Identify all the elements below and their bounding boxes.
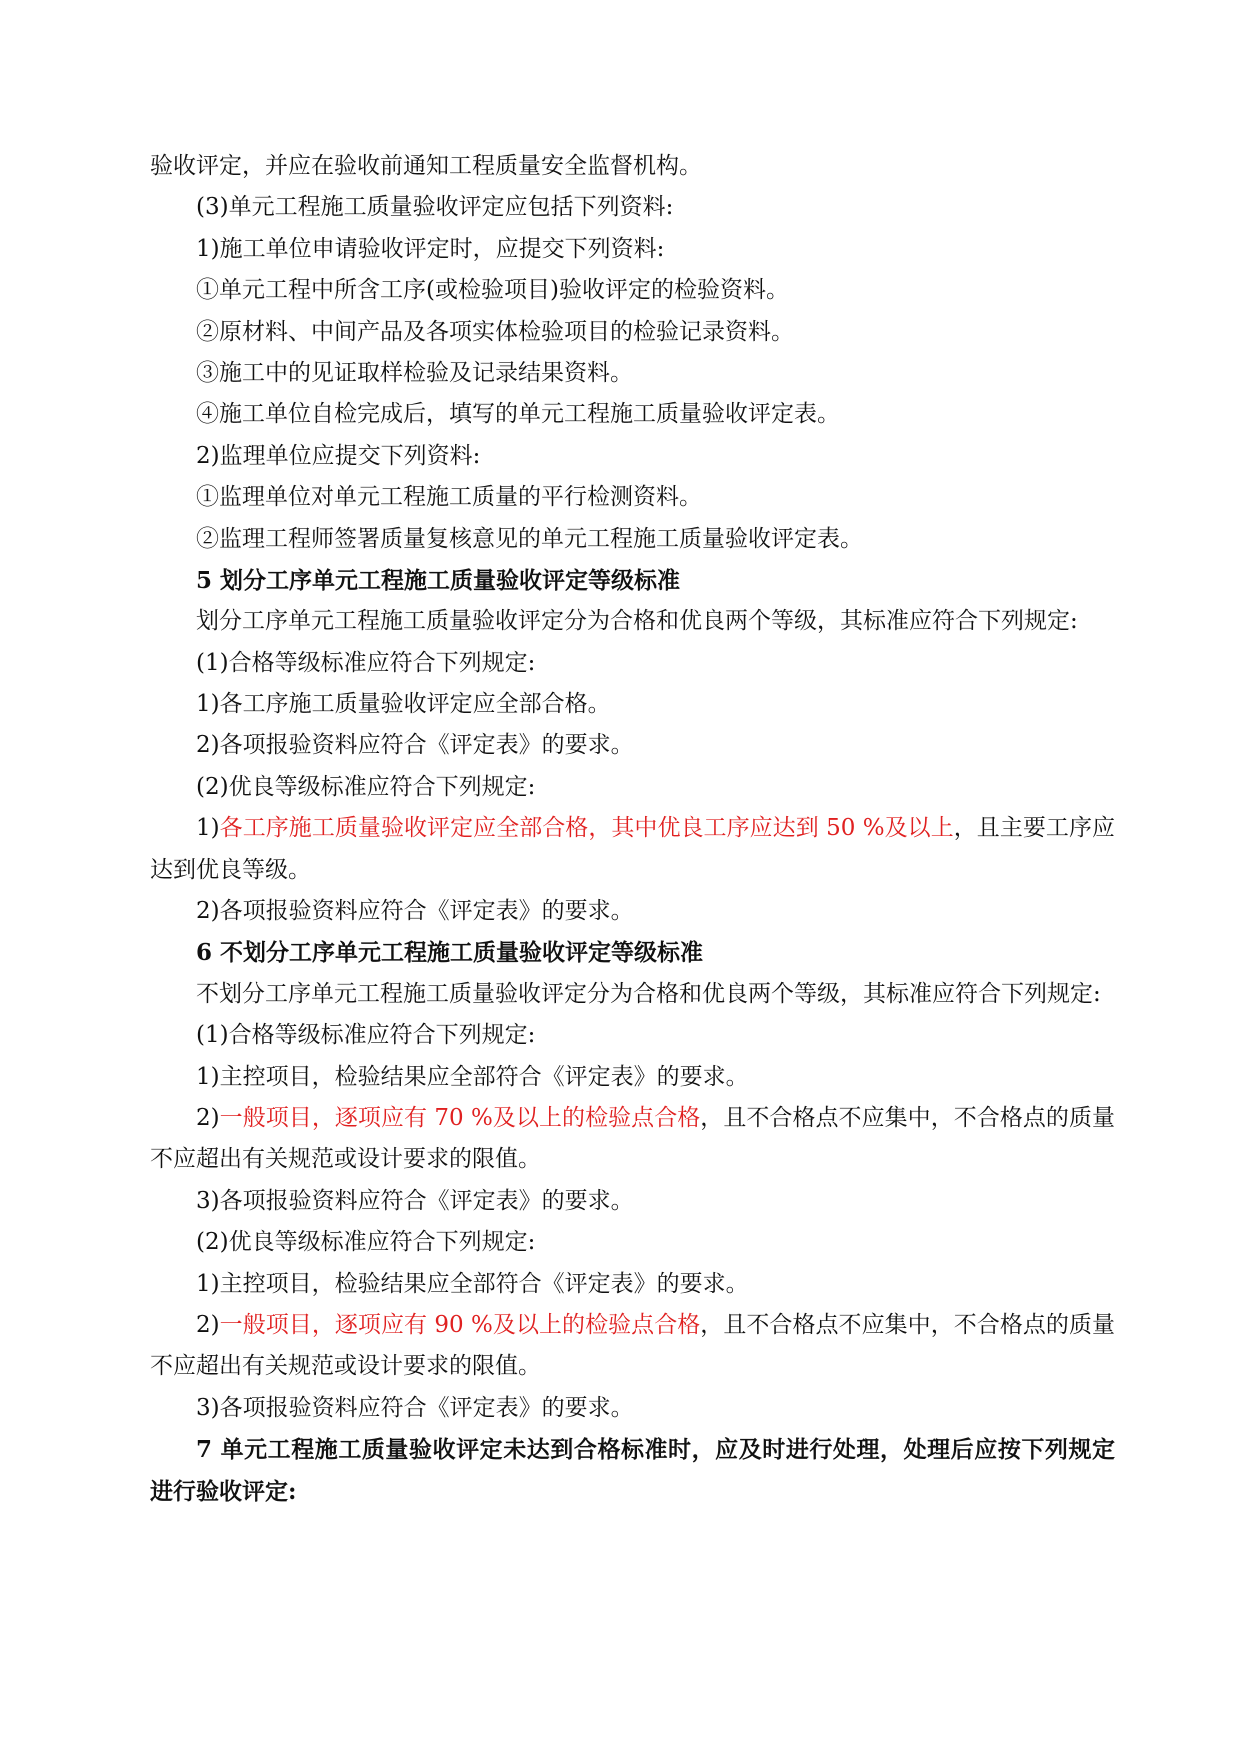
item-number: 1): [196, 815, 220, 842]
list-item: ①监理单位对单元工程施工质量的平行检测资料。: [196, 484, 702, 511]
list-item: 1)各工序施工质量验收评定应全部合格。: [196, 691, 611, 718]
list-item: ①单元工程中所含工序(或检验项目)验收评定的检验资料。: [196, 277, 789, 304]
list-item: 2)各项报验资料应符合《评定表》的要求。: [196, 732, 634, 759]
text-line: (3)单元工程施工质量验收评定应包括下列资料:: [196, 194, 674, 221]
text-line: (1)合格等级标准应符合下列规定:: [196, 1022, 536, 1049]
item-text: ，且主要工序应达到优良等级。: [150, 815, 1116, 883]
list-item: ③施工中的见证取样检验及记录结果资料。: [196, 359, 633, 386]
text-line: (1)合格等级标准应符合下列规定:: [196, 649, 536, 676]
list-item: [150, 808, 1115, 891]
item-text: ，且不合格点不应集中，不合格点的质量不应超出有关规范或设计要求的限值。: [150, 1312, 1115, 1380]
paragraph: 不划分工序单元工程施工质量验收评定分为合格和优良两个等级，其标准应符合下列规定:: [196, 980, 1101, 1007]
paragraph: 划分工序单元工程施工质量验收评定分为合格和优良两个等级，其标准应符合下列规定:: [196, 608, 1078, 635]
highlighted-text: 一般项目，逐项应有 70 %及以上的检验点合格: [219, 1105, 701, 1132]
text-line: (2)优良等级标准应符合下列规定:: [196, 773, 536, 800]
section-heading-7: 7 单元工程施工质量验收评定未达到合格标准时，应及时进行处理，处理后应按下列规定进行验收评定:: [150, 1436, 1115, 1505]
item-number: 2): [196, 1312, 220, 1339]
document-body: [150, 146, 1115, 1512]
list-item: ②原材料、中间产品及各项实体检验项目的检验记录资料。: [196, 318, 794, 345]
highlighted-text: 一般项目，逐项应有 90 %及以上的检验点合格: [219, 1312, 701, 1339]
list-item: 3)各项报验资料应符合《评定表》的要求。: [196, 1394, 634, 1421]
item-number: 2): [196, 1105, 220, 1132]
list-item: [150, 1098, 1115, 1181]
text-line: 1)施工单位申请验收评定时，应提交下列资料:: [196, 235, 665, 262]
list-item: ②监理工程师签署质量复核意见的单元工程施工质量验收评定表。: [196, 525, 863, 552]
item-text: ，且不合格点不应集中，不合格点的质量不应超出有关规范或设计要求的限值。: [150, 1105, 1115, 1173]
text-line: 验收评定，并应在验收前通知工程质量安全监督机构。: [150, 153, 702, 179]
list-item: 1)主控项目，检验结果应全部符合《评定表》的要求。: [196, 1063, 749, 1090]
section-heading-6: 6 不划分工序单元工程施工质量验收评定等级标准: [196, 939, 704, 967]
list-item: [150, 1305, 1115, 1388]
list-item: ④施工单位自检完成后，填写的单元工程施工质量验收评定表。: [196, 401, 840, 428]
list-item: 1)主控项目，检验结果应全部符合《评定表》的要求。: [196, 1270, 749, 1297]
text-line: 2)监理单位应提交下列资料:: [196, 442, 481, 469]
section-heading-5: 5 划分工序单元工程施工质量验收评定等级标准: [196, 566, 681, 594]
list-item: 2)各项报验资料应符合《评定表》的要求。: [196, 898, 634, 925]
list-item: 3)各项报验资料应符合《评定表》的要求。: [196, 1187, 634, 1214]
highlighted-text: 各工序施工质量验收评定应全部合格，其中优良工序应达到 50 %及以上: [219, 815, 954, 842]
text-line: (2)优良等级标准应符合下列规定:: [196, 1229, 536, 1256]
